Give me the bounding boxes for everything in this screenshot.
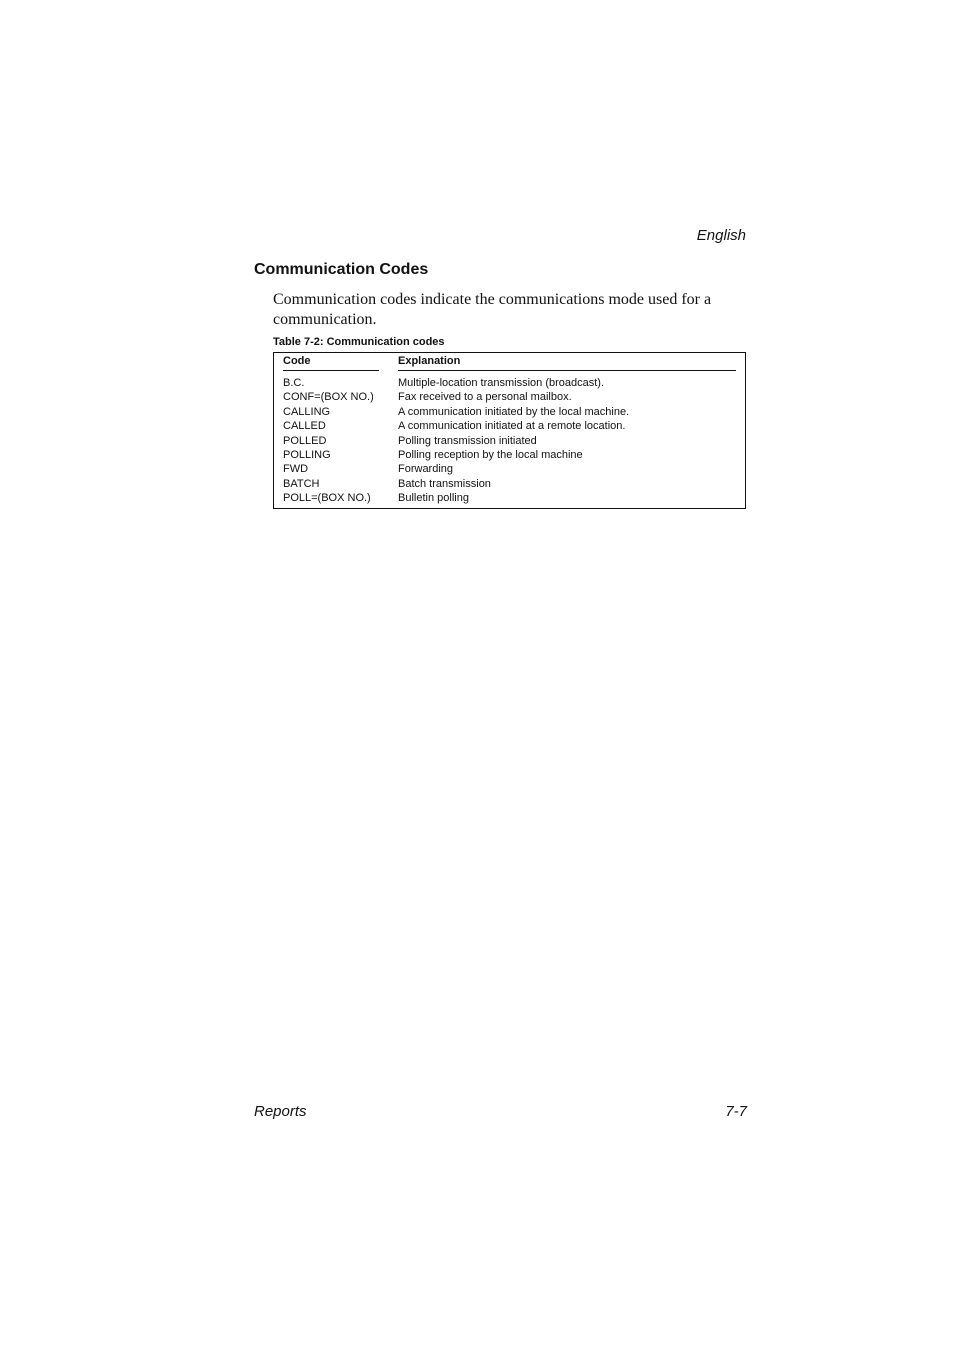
footer-section-name: Reports	[254, 1103, 307, 1120]
column-header-explanation: Explanation	[398, 354, 736, 371]
table-row	[274, 390, 745, 404]
code-cell: BATCH	[283, 477, 320, 490]
explanation-cell: Fax received to a personal mailbox.	[398, 391, 572, 404]
code-cell: POLLED	[283, 434, 327, 447]
explanation-cell: Polling reception by the local machine	[398, 448, 583, 461]
column-header-code: Code	[283, 354, 379, 371]
code-cell: FWD	[283, 463, 309, 476]
code-cell: CONF=(BOX NO.)	[283, 391, 374, 404]
table-row	[274, 434, 745, 448]
code-cell: CALLING	[283, 405, 331, 418]
section-title: Communication Codes	[254, 261, 429, 278]
communication-codes-table	[273, 352, 746, 509]
explanation-cell: A communication initiated by the local machine.	[398, 405, 630, 418]
table-row	[274, 419, 745, 433]
explanation-cell: Batch transmission	[398, 477, 491, 490]
explanation-cell: Forwarding	[398, 463, 454, 476]
intro-paragraph: Communication codes indicate the communications mode used for a communication.	[273, 291, 712, 328]
table-row	[274, 462, 745, 476]
explanation-cell: A communication initiated at a remote location.	[398, 420, 626, 433]
code-cell: CALLED	[283, 420, 326, 433]
table-row	[274, 491, 745, 505]
code-cell: POLLING	[283, 448, 331, 461]
table-row	[274, 448, 745, 462]
explanation-cell: Polling transmission initiated	[398, 434, 537, 447]
table-caption: Table 7-2: Communication codes	[273, 336, 445, 348]
footer-page-number: 7-7	[725, 1103, 747, 1120]
code-cell: POLL=(BOX NO.)	[283, 492, 371, 505]
explanation-cell: Multiple-location transmission (broadcast).	[398, 377, 605, 389]
table-row	[274, 405, 745, 419]
table-row	[274, 477, 745, 491]
running-header-language: English	[696, 227, 746, 244]
table-row	[274, 376, 745, 390]
code-cell: B.C.	[283, 377, 305, 389]
explanation-cell: Bulletin polling	[398, 492, 469, 505]
table-body	[274, 376, 745, 506]
